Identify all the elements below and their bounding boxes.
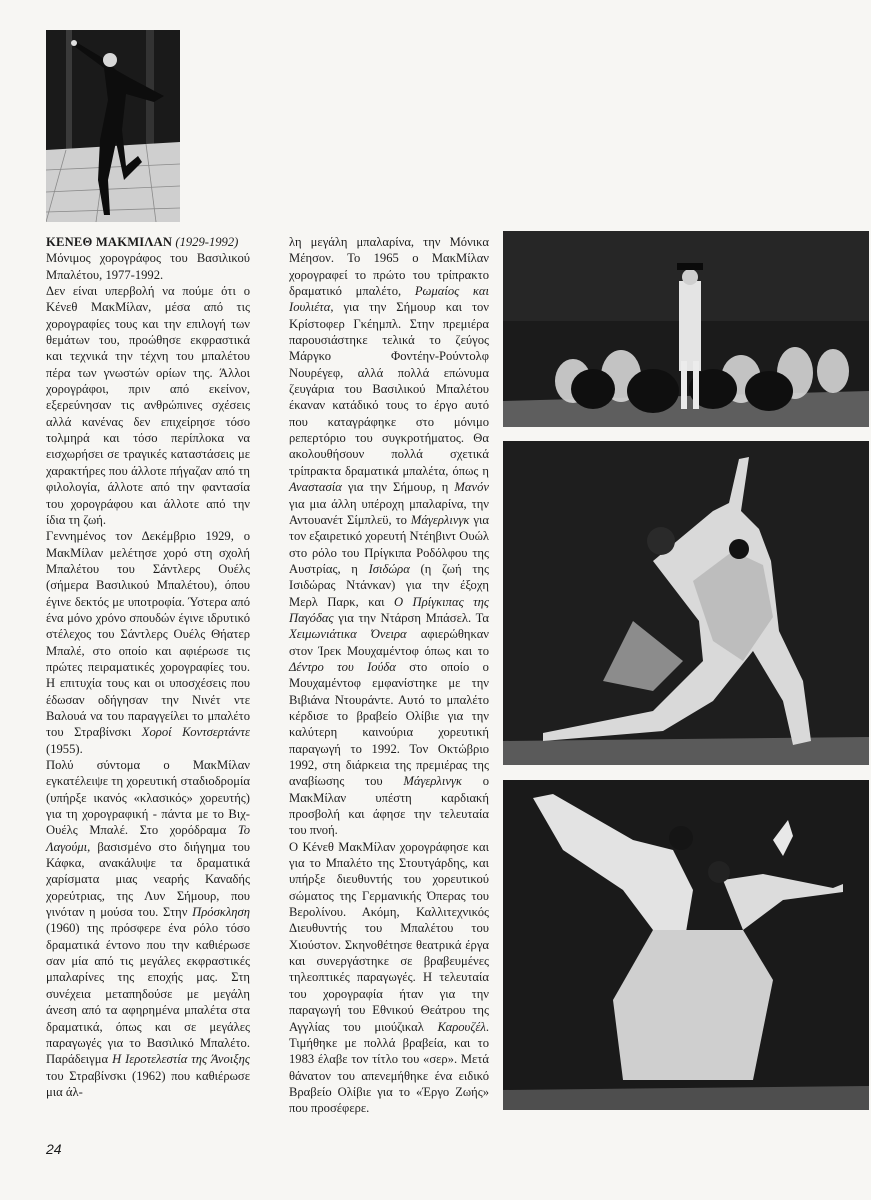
portrait-photo xyxy=(46,30,180,222)
text-column-1 xyxy=(46,234,250,1100)
paragraph-early-career: Γεννημένος τον Δεκέμβριο 1929, ο ΜακΜίλαν μελέτησε χορό στη σχολή Μπαλέτου του Σάντλερς Ουέλς (σήμερα Βασιλικού Μπαλέτου), όπου έγινε δεκτός με υποτροφία. Ύστερα από ένα μόνο χρόνο σπουδών έγινε ιδρυτικό στέλεχος του Σάντλερς Ουέλς Θήατερ Μπαλέ, στο οποίο και αφιέρωσε τις πρώτες πειραματικές χορογραφίες του. Η επιτυχία τους και οι υποσχέσεις που έδωσαν οδήγησαν την Νινέτ ντε Βαλουά να του παραγγείλει το μπαλέτο του Στραβίνσκι Χοροί Κοντσερτάντε (1955). xyxy=(46,529,250,756)
work-title: Μανόν xyxy=(454,480,489,495)
work-title: Χοροί Κοντσερτάντε xyxy=(141,725,250,740)
pas-de-deux-photo xyxy=(503,441,869,765)
stage-scene-photo xyxy=(503,231,869,427)
page-number: 24 xyxy=(46,1141,62,1157)
work-title: Η Ιεροτελεστία της Άνοιξης xyxy=(112,1052,250,1067)
paragraph-later-career: Ο Κένεθ ΜακΜίλαν χορογράφησε και για το Μπαλέτο της Στουτγάρδης, και υπήρξε διευθυντής του χορευτικού σώματος της Γερμανικής Όπερας του Βερολίνου. Ακόμη, Καλλιτεχνικός Διευθυντής του Μπαλέτου του Χιούστον. Σκηνοθέτησε θεατρικά έργα και συνεργάστηκε σε βραβευμένες τηλεοπτικές παραγωγές. Η τελευταία του χορογραφία ήταν για την παραγωγή του Εθνικού Θεάτρου της Αγγλίας του μιούζικαλ Καρουζέλ. Τιμήθηκε με πολλά βραβεία, και το 1983 έλαβε τον τίτλο του «σερ». Μετά θάνατον του απενεμήθηκε ένα ειδικό Βραβείο Ολίβιε για το «Έργο Ζωής» που προσέφερε. xyxy=(289,839,489,1116)
text-column-2 xyxy=(289,234,489,1117)
paragraph-intro: Δεν είναι υπερβολή να πούμε ότι ο Κένεθ ΜακΜίλαν, μέσα από τις χορογραφίες τους και την επιλογή των θεμάτων του, προώθησε εκφραστικά και τεχνικά την τέχνη του μπαλέτου πέρα των γνωστών ορίων της. Άλλοι χορογράφοι, πριν από εκείνον, εξερεύνησαν τις ανθρώπινες σχέσεις αλλά κανένας δεν επιχείρησε τόσο τολμηρά και τόσο περίπλοκα να εισχωρήσει σε τραγικές καταστάσεις με χαρακτήρες που άλλοτε πήγαζαν από τη φιλολογία, άλλοτε από την φαντασία του χορογράφου και άλλοτε από την ίδια τη ζωή. xyxy=(46,284,250,527)
portrait-caption xyxy=(46,234,250,250)
work-title: Πρόσκληση xyxy=(192,905,250,920)
choreographer-years: (1929-1992) xyxy=(175,235,239,249)
work-title: Μάγερλινγκ xyxy=(410,512,470,527)
work-title: Χειμωνιάτικα Όνειρα xyxy=(289,627,407,642)
work-title: Ο Πρίγκιπας της Παγόδας xyxy=(289,594,489,625)
work-title: Μάγερλινγκ xyxy=(403,774,462,789)
choreographer-role: Μόνιμος χορογράφος του Βασιλικού Μπαλέτου, 1977-1992. xyxy=(46,251,250,282)
work-title: Το Λαγούμι xyxy=(46,823,250,854)
paragraph-choreography: Πολύ σύντομα ο ΜακΜίλαν εγκατέλειψε τη χορευτική σταδιοδρομία (υπήρξε ικανός «κλασικός» χορευτής) για τη χορογραφική - πάντα με το Βιχ-Ουέλς Μπαλέ. Στο χορόδραμα Το Λαγούμι, βασισμένο στο διήγημα του Κάφκα, ανακάλυψε τα δραματικά χαρίσματα μιας νεαρής Καναδής χορεύτριας, της Λυν Σήμουρ, που γινόταν η μούσα του. Στην Πρόσκληση (1960) της πρόσφερε ένα ρόλο τόσο δραματικά έντονο που την καθιέρωσε σαν μία από τις μεγάλες εκφραστικές μπαλαρίνες της εποχής μας. Στη συνέχεια μεταπηδούσε με μεγάλη άνεση από τα αφηρημένα μπαλέτα στα δραματικά, όπως και σε μεγάλες παραγωγές για το Βασιλικό Μπαλέτο. Παράδειγμα Η Ιεροτελεστία της Άνοιξης του Στραβίνσκι (1962) που καθιέρωσε μια άλ- xyxy=(46,758,250,1099)
work-title: Ισιδώρα xyxy=(368,561,410,576)
romantic-couple-photo xyxy=(503,780,869,1110)
work-title: Ρωμαίος και Ιουλιέτα xyxy=(289,284,489,315)
choreographer-name: ΚΕΝΕΘ ΜΑΚΜΙΛΑΝ xyxy=(46,235,173,249)
paragraph-three-act-ballets: λη μεγάλη μπαλαρίνα, την Μόνικα Μέησον. Το 1965 ο ΜακΜίλαν χορογραφεί το πρώτο του τρίπρακτο δραματικό μπαλέτο, Ρωμαίος και Ιουλιέτα, για την Σήμουρ και τον Κρίστοφερ Γκέημπλ. Στην πρεμιέρα παρουσιάστηκε τελικά το ζεύγος Μάργκο Φοντέην-Ρούντολφ Νουρέγεφ, αλλά πολλά επώνυμα ζευγάρια του Βασιλικού Μπαλέτου έκαναν κατάδικό τους το έργο αυτό που καταγράφηκε στο μόνιμο ρεπερτόριο του συγκροτήματος. Θα ακολουθήσουν πολλά σχετικά τρίπρακτα δραματικά μπαλέτα, όπως η Αναστασία για την Σήμουρ, η Μανόν για μια άλλη υπέροχη μπαλαρίνα, την Αντουανέτ Σίμπλεϋ, το Μάγερλινγκ για τον εξαιρετικό χορευτή Ντέηβιντ Ουώλ στο ρόλο του Πρίγκιπα Ροδόλφου της Αυστρίας, η Ισιδώρα (η ζωή της Ισιδώρας Ντάνκαν) για την έξοχη Μερλ Παρκ, και Ο Πρίγκιπας της Παγόδας για την Ντάρση Μπάσελ. Τα Χειμωνιάτικα Όνειρα αφιερώθηκαν στον Ίρεκ Μουχαμέντοφ όπως και το Δέντρο του Ιούδα στο οποίο ο Μουχαμέντοφ εμφανίστηκε με την Βιβιάνα Ντουράντε. Αυτό το μπαλέτο κέρδισε το βραβείο Ολίβιε για την καλύτερη καινούρια χορευτική παραγωγή το 1992. Τον Οκτώβριο 1992, στη διάρκεια της πρεμιέρας της αναβίωσης του Μάγερλινγκ ο ΜακΜίλαν υπέστη καρδιακή προσβολή και άφησε την τελευταία του πνοή. xyxy=(289,235,489,838)
work-title: Καρουζέλ xyxy=(437,1019,486,1034)
work-title: Δέντρο του Ιούδα xyxy=(289,659,396,674)
work-title: Αναστασία xyxy=(289,480,342,495)
